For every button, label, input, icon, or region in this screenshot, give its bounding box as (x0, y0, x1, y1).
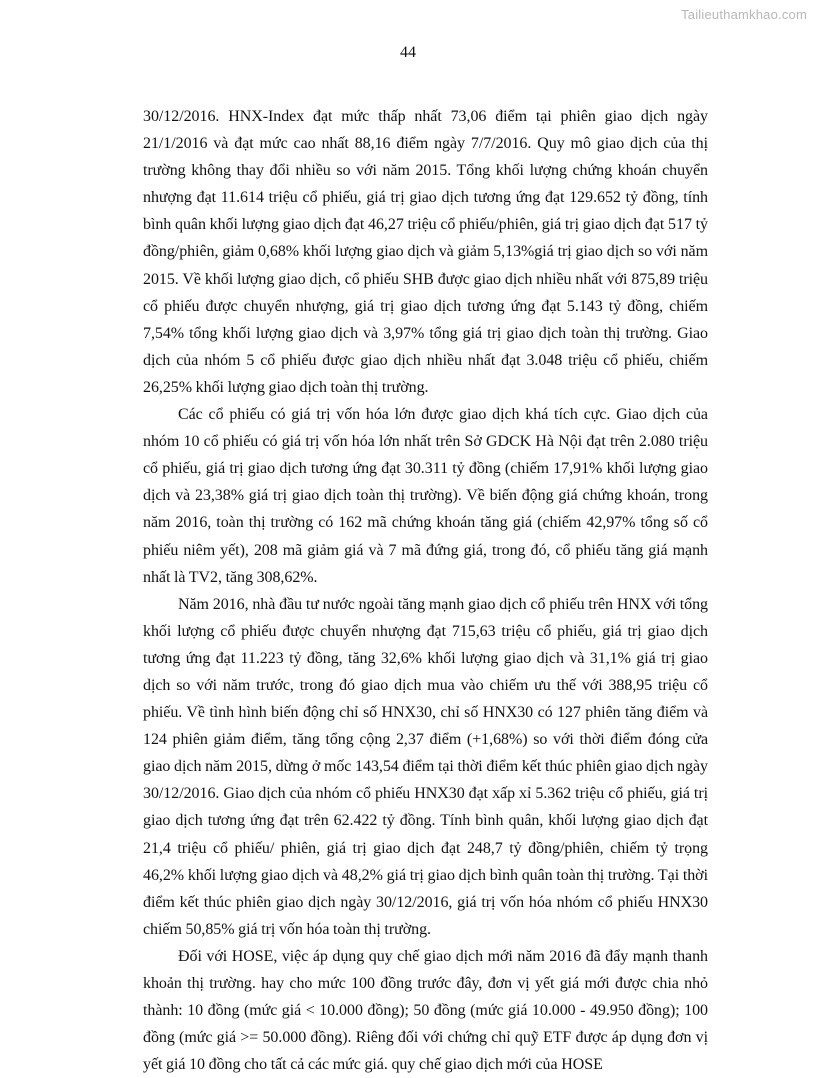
paragraph: 30/12/2016. HNX-Index đạt mức thấp nhất 73,06 điểm tại phiên giao dịch ngày 21/1/2016 và đạt mức cao nhất 88,16 điểm ngày 7/7/2016. Quy mô giao dịch của thị trường không thay đổi nhiều so với năm 2015. Tổng khối lượng chứng khoán chuyển nhượng đạt 11.614 triệu cổ phiếu, giá trị giao dịch tương ứng đạt 129.652 tỷ đồng, tính bình quân khối lượng giao dịch đạt 46,27 triệu cổ phiếu/phiên, giá trị giao dịch đạt 517 tỷ đồng/phiên, giảm 0,68% khối lượng giao dịch và giảm 5,13%giá trị giao dịch so với năm 2015. Về khối lượng giao dịch, cổ phiếu SHB được giao dịch nhiều nhất với 875,89 triệu cổ phiếu được chuyển nhượng, giá trị giao dịch tương ứng đạt 5.143 tỷ đồng, chiếm 7,54% tổng khối lượng giao dịch và 3,97% tổng giá trị giao dịch toàn thị trường. Giao dịch của nhóm 5 cổ phiếu được giao dịch nhiều nhất đạt 3.048 triệu cổ phiếu, chiếm 26,25% khối lượng giao dịch toàn thị trường. (143, 108, 708, 396)
paragraph: Năm 2016, nhà đầu tư nước ngoài tăng mạnh giao dịch cổ phiếu trên HNX với tổng khối lượng cổ phiếu được chuyển nhượng đạt 715,63 triệu cổ phiếu, giá trị giao dịch tương ứng đạt 11.223 tỷ đồng, tăng 32,6% khối lượng giao dịch và 31,1% giá trị giao dịch so với năm trước, trong đó giao dịch mua vào chiếm ưu thế với 388,95 triệu cổ phiếu. Về tình hình biến động chỉ số HNX30, chỉ số HNX30 có 127 phiên tăng điểm và 124 phiên giảm điểm, tăng tổng cộng 2,37 điểm (+1,68%) so với thời điểm đóng cửa giao dịch năm 2015, dừng ở mốc 143,54 điểm tại thời điểm kết thúc phiên giao dịch ngày 30/12/2016. Giao dịch của nhóm cổ phiếu HNX30 đạt xấp xỉ 5.362 triệu cổ phiếu, giá trị giao dịch tương ứng đạt trên 62.422 tỷ đồng. Tính bình quân, khối lượng giao dịch đạt 21,4 triệu cổ phiếu/ phiên, giá trị giao dịch đạt 248,7 tỷ đồng/phiên, chiếm tỷ trọng 46,2% khối lượng giao dịch và 48,2% giá trị giao dịch bình quân toàn thị trường. Tại thời điểm kết thúc phiên giao dịch ngày 30/12/2016, giá trị vốn hóa nhóm cổ phiếu HNX30 chiếm 50,85% giá trị vốn hóa toàn thị trường. (143, 595, 708, 938)
paragraph: Đối với HOSE, việc áp dụng quy chế giao dịch mới năm 2016 đã đẩy mạnh thanh khoản thị trường. hay cho mức 100 đồng trước đây, đơn vị yết giá mới được chia nhỏ thành: 10 đồng (mức giá < 10.000 đồng); 50 đồng (mức giá 10.000 - 49.950 đồng); 100 đồng (mức giá >= 50.000 đồng). Riêng đối với chứng chỉ quỹ ETF được áp dụng đơn vị yết giá 10 đồng cho tất cả các mức giá. quy chế giao dịch mới của HOSE (143, 947, 708, 1074)
body-text (143, 103, 708, 1078)
paragraph: Các cổ phiếu có giá trị vốn hóa lớn được giao dịch khá tích cực. Giao dịch của nhóm 10 cổ phiếu có giá trị vốn hóa lớn nhất trên Sở GDCK Hà Nội đạt trên 2.080 triệu cổ phiếu, giá trị giao dịch tương ứng đạt 30.311 tỷ đồng (chiếm 17,91% khối lượng giao dịch và 23,38% giá trị giao dịch toàn thị trường). Về biến động giá chứng khoán, trong năm 2016, toàn thị trường có 162 mã chứng khoán tăng giá (chiếm 42,97% tổng số cổ phiếu niêm yết), 208 mã giảm giá và 7 mã đứng giá, trong đó, cổ phiếu tăng giá mạnh nhất là TV2, tăng 308,62%. (143, 406, 708, 586)
watermark: Tailieuthamkhao.com (681, 7, 807, 22)
page-number: 44 (400, 44, 416, 61)
